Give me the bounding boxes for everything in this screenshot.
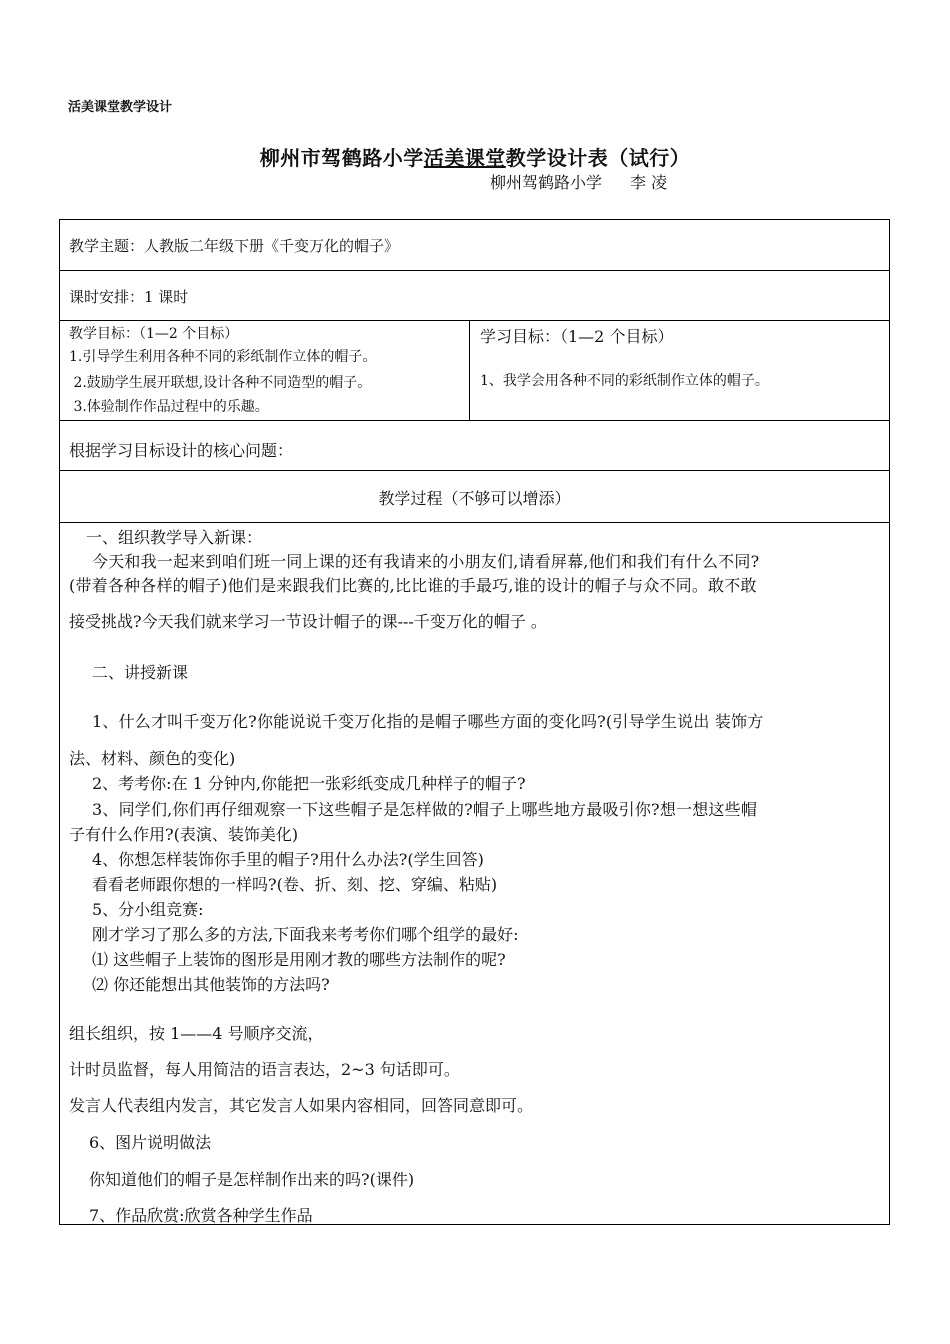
process-line: ⑴ 这些帽子上装饰的图形是用刚才教的哪些方法制作的呢?: [92, 950, 506, 969]
teaching-goal-item: 2.鼓励学生展开联想,设计各种不同造型的帽子。: [69, 375, 372, 391]
learning-goal-item: 1、我学会用各种不同的彩纸制作立体的帽子。: [480, 373, 769, 389]
process-title: 教学过程（不够可以增添）: [378, 489, 571, 508]
process-line: 发言人代表组内发言，其它发言人如果内容相同，回答同意即可。: [69, 1096, 534, 1115]
page-title: [0, 142, 950, 171]
process-title-row: [60, 471, 889, 523]
process-line: 3、同学们,你们再仔细观察一下这些帽子是怎样做的?帽子上哪些地方最吸引你?想一想这些帽: [92, 800, 758, 819]
process-line: 4、你想怎样装饰你手里的帽子?用什么办法?(学生回答): [92, 850, 484, 869]
theme-row: [60, 220, 889, 271]
teaching-goals-heading: 教学目标：（1—2 个目标）: [69, 326, 239, 342]
process-line: 法、材料、颜色的变化): [69, 749, 236, 768]
schedule-row: [60, 271, 889, 321]
document-header: 活美课堂教学设计: [68, 100, 173, 115]
process-line: 一、组织教学导入新课：: [86, 528, 263, 547]
process-line: 接受挑战?今天我们就来学习一节设计帽子的课---千变万化的帽子 。: [69, 612, 547, 631]
core-question-row: [60, 421, 889, 471]
goals-row: [60, 321, 889, 421]
core-question-text: 根据学习目标设计的核心问题：: [69, 441, 294, 460]
schedule-text: 课时安排：1 课时: [69, 288, 189, 306]
process-line: (带着各种各样的帽子)他们是来跟我们比赛的,比比谁的手最巧,谁的设计的帽子与众不同。敢不敢: [69, 576, 757, 595]
teaching-goal-item: 3.体验制作作品过程中的乐趣。: [69, 399, 269, 415]
theme-text: 教学主题：人教版二年级下册《千变万化的帽子》: [69, 237, 400, 255]
process-line: 5、分小组竞赛:: [92, 900, 204, 919]
process-body: [60, 523, 889, 1223]
process-line: ⑵ 你还能想出其他装饰的方法吗?: [92, 975, 330, 994]
school-name: 柳州驾鹤路小学: [490, 173, 603, 192]
process-line: 刚才学习了那么多的方法,下面我来考考你们哪个组学的最好:: [92, 925, 519, 944]
title-part-2: 活美课堂: [423, 146, 506, 170]
process-line: 看看老师跟你想的一样吗?(卷、折、刻、挖、穿编、粘贴): [92, 875, 498, 894]
title-part-3: 教学设计表（试行）: [505, 146, 691, 170]
process-line: 你知道他们的帽子是怎样制作出来的吗?(课件): [89, 1170, 415, 1189]
process-line: 二、讲授新课: [92, 663, 189, 682]
process-line: 7、作品欣赏:欣赏各种学生作品: [89, 1206, 313, 1225]
process-line: 6、图片说明做法: [89, 1133, 212, 1152]
teaching-goal-item: 1.引导学生利用各种不同的彩纸制作立体的帽子。: [69, 349, 377, 365]
title-part-1: 柳州市驾鹤路小学: [259, 146, 424, 170]
design-table: [59, 219, 890, 1225]
teaching-goals-cell: [60, 321, 470, 420]
process-line: 1、什么才叫千变万化?你能说说千变万化指的是帽子哪些方面的变化吗?(引导学生说出 装饰方: [92, 712, 764, 731]
process-line: 计时员监督，每人用简洁的语言表达，2~3 句话即可。: [69, 1060, 460, 1079]
process-line: 今天和我一起来到咱们班一同上课的还有我请来的小朋友们,请看屏幕,他们和我们有什么不同?: [92, 552, 760, 571]
learning-goals-cell: [470, 321, 889, 420]
teacher-name: 李 凌: [630, 173, 668, 192]
process-line: 2、考考你:在 1 分钟内,你能把一张彩纸变成几种样子的帽子?: [92, 774, 526, 793]
author-line: [490, 170, 667, 193]
process-line: 子有什么作用?(表演、装饰美化): [69, 825, 299, 844]
learning-goals-heading: 学习目标：（1—2 个目标）: [480, 327, 674, 346]
process-line: 组长组织，按 1——4 号顺序交流，: [69, 1024, 324, 1043]
